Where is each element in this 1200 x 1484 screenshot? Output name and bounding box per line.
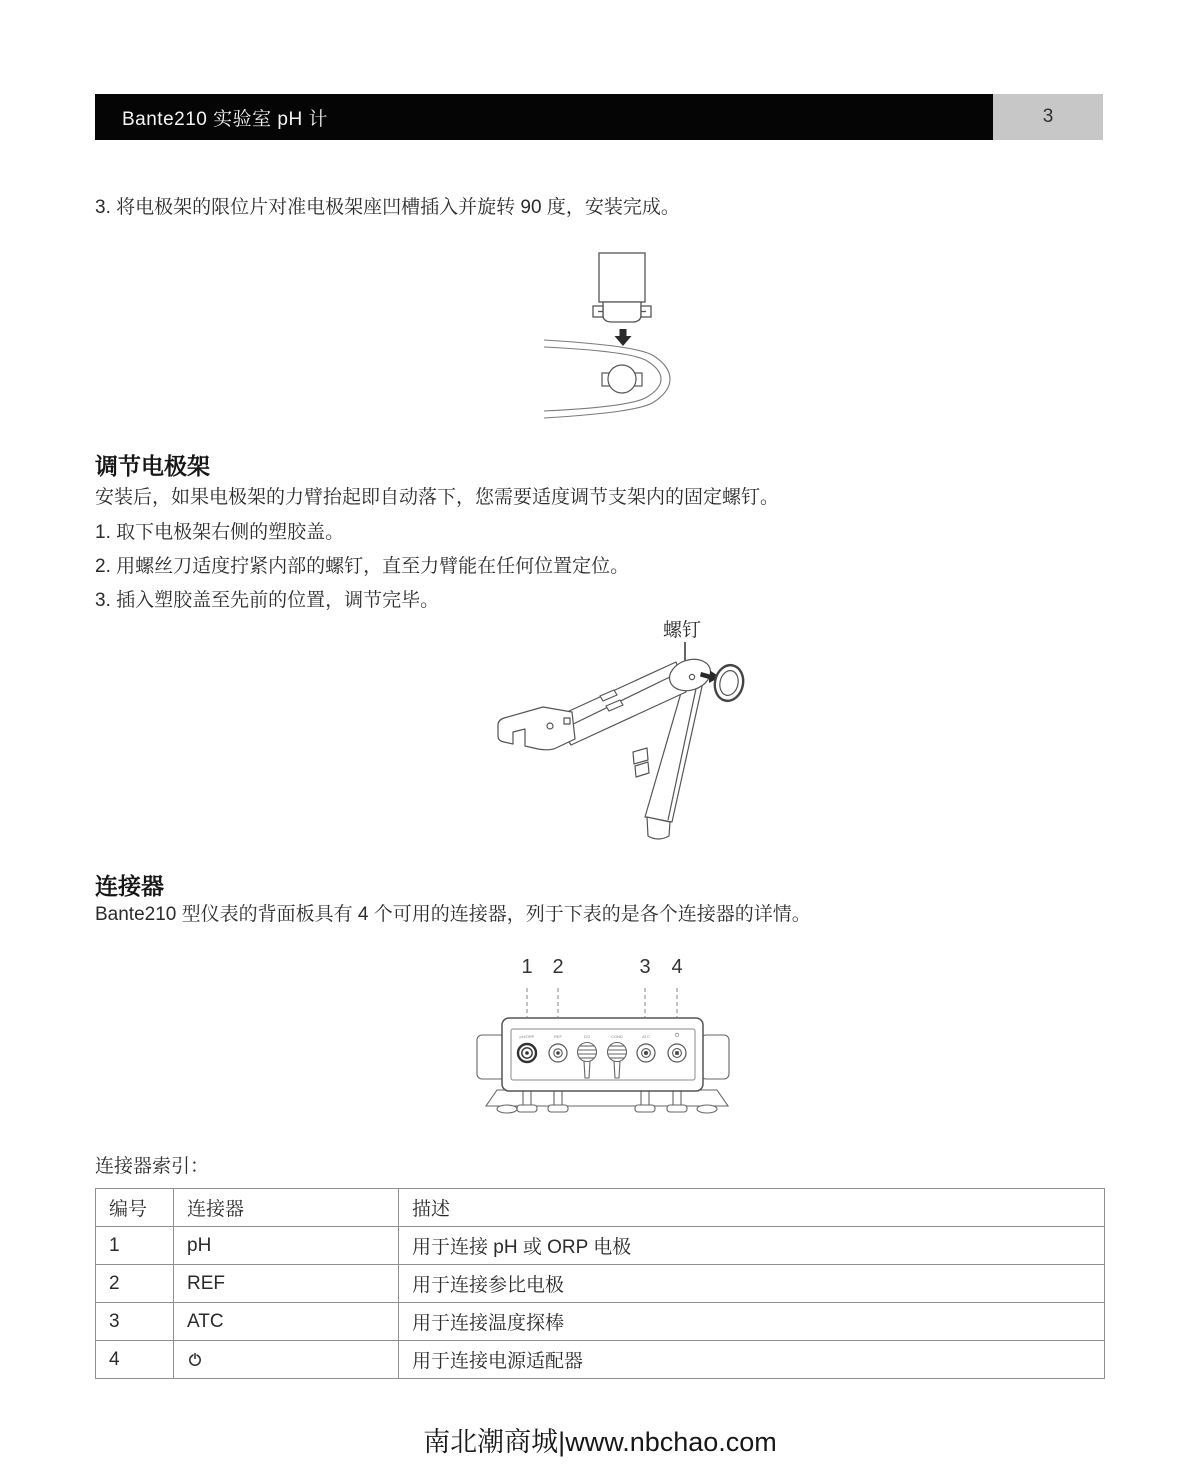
adjust-step-3: 3. 插入塑胶盖至先前的位置，调节完毕。 <box>95 590 440 611</box>
panel-label-cond: COND <box>611 1034 623 1039</box>
panel-label-do: DO <box>584 1034 590 1039</box>
table-row <box>96 1265 1105 1303</box>
clamp-detail <box>564 718 570 724</box>
cell-desc: 用于连接温度探棒 <box>399 1303 1105 1341</box>
page-title: Bante210 实验室 pH 计 <box>122 108 328 130</box>
stand-foot-4 <box>667 1105 687 1112</box>
power-icon <box>187 1351 203 1367</box>
base-socket-hole <box>608 365 636 393</box>
cell-desc: 用于连接电源适配器 <box>399 1341 1105 1379</box>
cell-num: 2 <box>96 1265 174 1303</box>
callout-2: 2 <box>552 956 564 978</box>
arm-adjustment-diagram <box>480 612 780 852</box>
holder-shaft <box>599 253 645 302</box>
callout-4: 4 <box>671 956 683 978</box>
page-header-bar <box>95 94 993 140</box>
callout-1: 1 <box>521 956 533 978</box>
cell-name: pH <box>174 1227 399 1265</box>
adjust-intro: 安装后，如果电极架的力臂抬起即自动落下，您需要适度调节支架内的固定螺钉。 <box>95 487 780 508</box>
connector-table <box>95 1188 1105 1379</box>
meter-body-base <box>486 1090 728 1106</box>
cell-desc: 用于连接参比电极 <box>399 1265 1105 1303</box>
callout-3: 3 <box>639 956 651 978</box>
stand-foot-3 <box>635 1105 655 1112</box>
adjust-heading: 调节电极架 <box>95 453 210 479</box>
connectors-intro: Bante210 型仪表的背面板具有 4 个可用的连接器，列于下表的是各个连接器的详情。 <box>95 904 811 925</box>
meter-foot-right <box>697 1105 717 1113</box>
col-header-name: 连接器 <box>174 1189 399 1227</box>
stand-foot-1 <box>517 1105 537 1112</box>
install-step-3: 3. 将电极架的限位片对准电极架座凹槽插入并旋转 90 度，安装完成。 <box>95 197 680 218</box>
arm-clamp <box>498 707 575 750</box>
adjust-step-2: 2. 用螺丝刀适度拧紧内部的螺钉，直至力臂能在任何位置定位。 <box>95 556 630 577</box>
table-header-row <box>96 1189 1105 1227</box>
arm-latch-detail <box>633 748 648 764</box>
stand-foot-2 <box>548 1105 568 1112</box>
cell-name: ATC <box>174 1303 399 1341</box>
down-arrow-icon <box>615 329 632 346</box>
connector-index-label: 连接器索引： <box>95 1156 210 1177</box>
table-row <box>96 1341 1105 1379</box>
page-number: 3 <box>1042 106 1054 127</box>
stand-leg-1 <box>523 1090 531 1106</box>
panel-label-ref: REF <box>554 1034 562 1039</box>
screw-callout-label: 螺钉 <box>663 620 702 641</box>
holder-insertion-diagram <box>540 245 755 427</box>
table-row <box>96 1227 1105 1265</box>
meter-foot-left <box>497 1105 517 1113</box>
rear-panel-diagram <box>465 955 750 1120</box>
cell-num: 1 <box>96 1227 174 1265</box>
holder-plug <box>603 302 641 322</box>
adjust-step-1: 1. 取下电极架右侧的塑胶盖。 <box>95 522 345 543</box>
cell-num: 3 <box>96 1303 174 1341</box>
clamp-hole <box>547 723 553 729</box>
meter-right-wing <box>701 1035 729 1079</box>
stand-leg-3 <box>641 1090 649 1106</box>
cell-num: 4 <box>96 1341 174 1379</box>
meter-left-wing <box>477 1035 505 1079</box>
page-number-badge <box>993 94 1103 140</box>
cell-desc: 用于连接 pH 或 ORP 电极 <box>399 1227 1105 1265</box>
connectors-heading: 连接器 <box>95 873 164 899</box>
rear-panel-inset <box>511 1029 695 1080</box>
col-header-num: 编号 <box>96 1189 174 1227</box>
arm-latch-detail-2 <box>635 762 649 777</box>
panel-label-ph: pH/ORP <box>519 1034 535 1039</box>
cell-name <box>174 1341 399 1379</box>
col-header-desc: 描述 <box>399 1189 1105 1227</box>
cell-name: REF <box>174 1265 399 1303</box>
table-row <box>96 1303 1105 1341</box>
stand-leg-4 <box>673 1090 681 1106</box>
stand-leg-2 <box>554 1090 562 1106</box>
footer-watermark: 南北潮商城|www.nbchao.com <box>423 1427 777 1457</box>
panel-label-atc: ATC <box>642 1034 650 1039</box>
